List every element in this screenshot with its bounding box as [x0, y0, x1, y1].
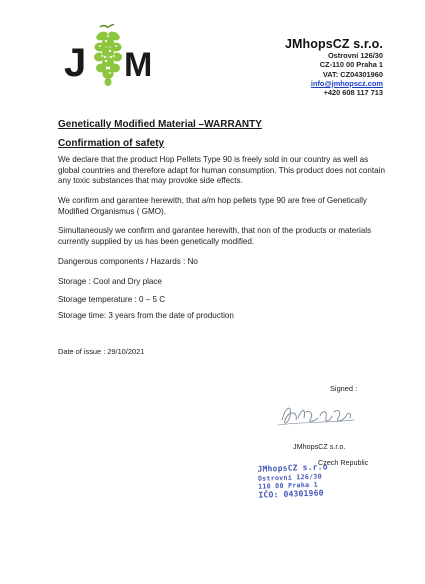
company-email-link[interactable]: info@jmhopscz.com [310, 78, 383, 88]
stamp-line-company: JMhopsCZ s.r.o [257, 462, 328, 474]
signer-company: JMhopsCZ s.r.o. [293, 442, 346, 451]
handwritten-signature [276, 398, 358, 432]
company-stamp [257, 462, 358, 500]
company-info [285, 37, 383, 97]
company-address-line2: CZ-110 00 Praha 1 [319, 60, 383, 70]
company-vat: VAT: CZ04301960 [322, 69, 383, 79]
stamp-line-ico: IČO: 04301960 [258, 488, 324, 500]
company-name: JMhopsCZ s.r.o. [284, 37, 383, 51]
paragraph-declaration: We declare that the product Hop Pellets Type 90 is freely sold in our country as well as global countries and therefore adapt for human consumption. This product does not contain any toxic substances that may provoke side effects. [58, 155, 385, 186]
document-subtitle: Confirmation of safety [58, 138, 165, 149]
signed-label: Signed : [330, 384, 358, 393]
paragraph-gmo-free: We confirm and garantee herewith, that a/m hop pellets type 90 are free of Genetically Modified Organismus ( GMO). [58, 196, 367, 216]
company-logo [62, 24, 154, 90]
date-of-issue: Date of issue : 29/10/2021 [58, 347, 145, 356]
hop-cone-icon [94, 24, 122, 86]
signer-country: Czech Republic [318, 458, 369, 467]
storage-temperature-line: Storage temperature : 0 – 5 C [58, 295, 166, 304]
storage-line: Storage : Cool and Dry place [58, 277, 162, 286]
company-phone: +420 608 117 713 [323, 88, 383, 98]
logo-letter-j: J [64, 41, 87, 85]
hazards-line: Dangerous components / Hazards : No [58, 257, 198, 266]
stamp-line-street: Ostrovní 126/30 [257, 472, 323, 483]
logo-letter-m: M [124, 46, 153, 84]
company-address-line1: Ostrovní 126/30 [327, 51, 383, 60]
paragraph-not-modified: Simultaneously we confirm and garantee herewith, that non of the products or materials currently supplied by us has been genetically modified. [58, 226, 372, 246]
storage-time-line: Storage time: 3 years from the date of production [58, 311, 234, 320]
stamp-line-city: 110 00 Praha 1 [258, 480, 319, 491]
document-title: Genetically Modified Material –WARRANTY [58, 119, 262, 130]
